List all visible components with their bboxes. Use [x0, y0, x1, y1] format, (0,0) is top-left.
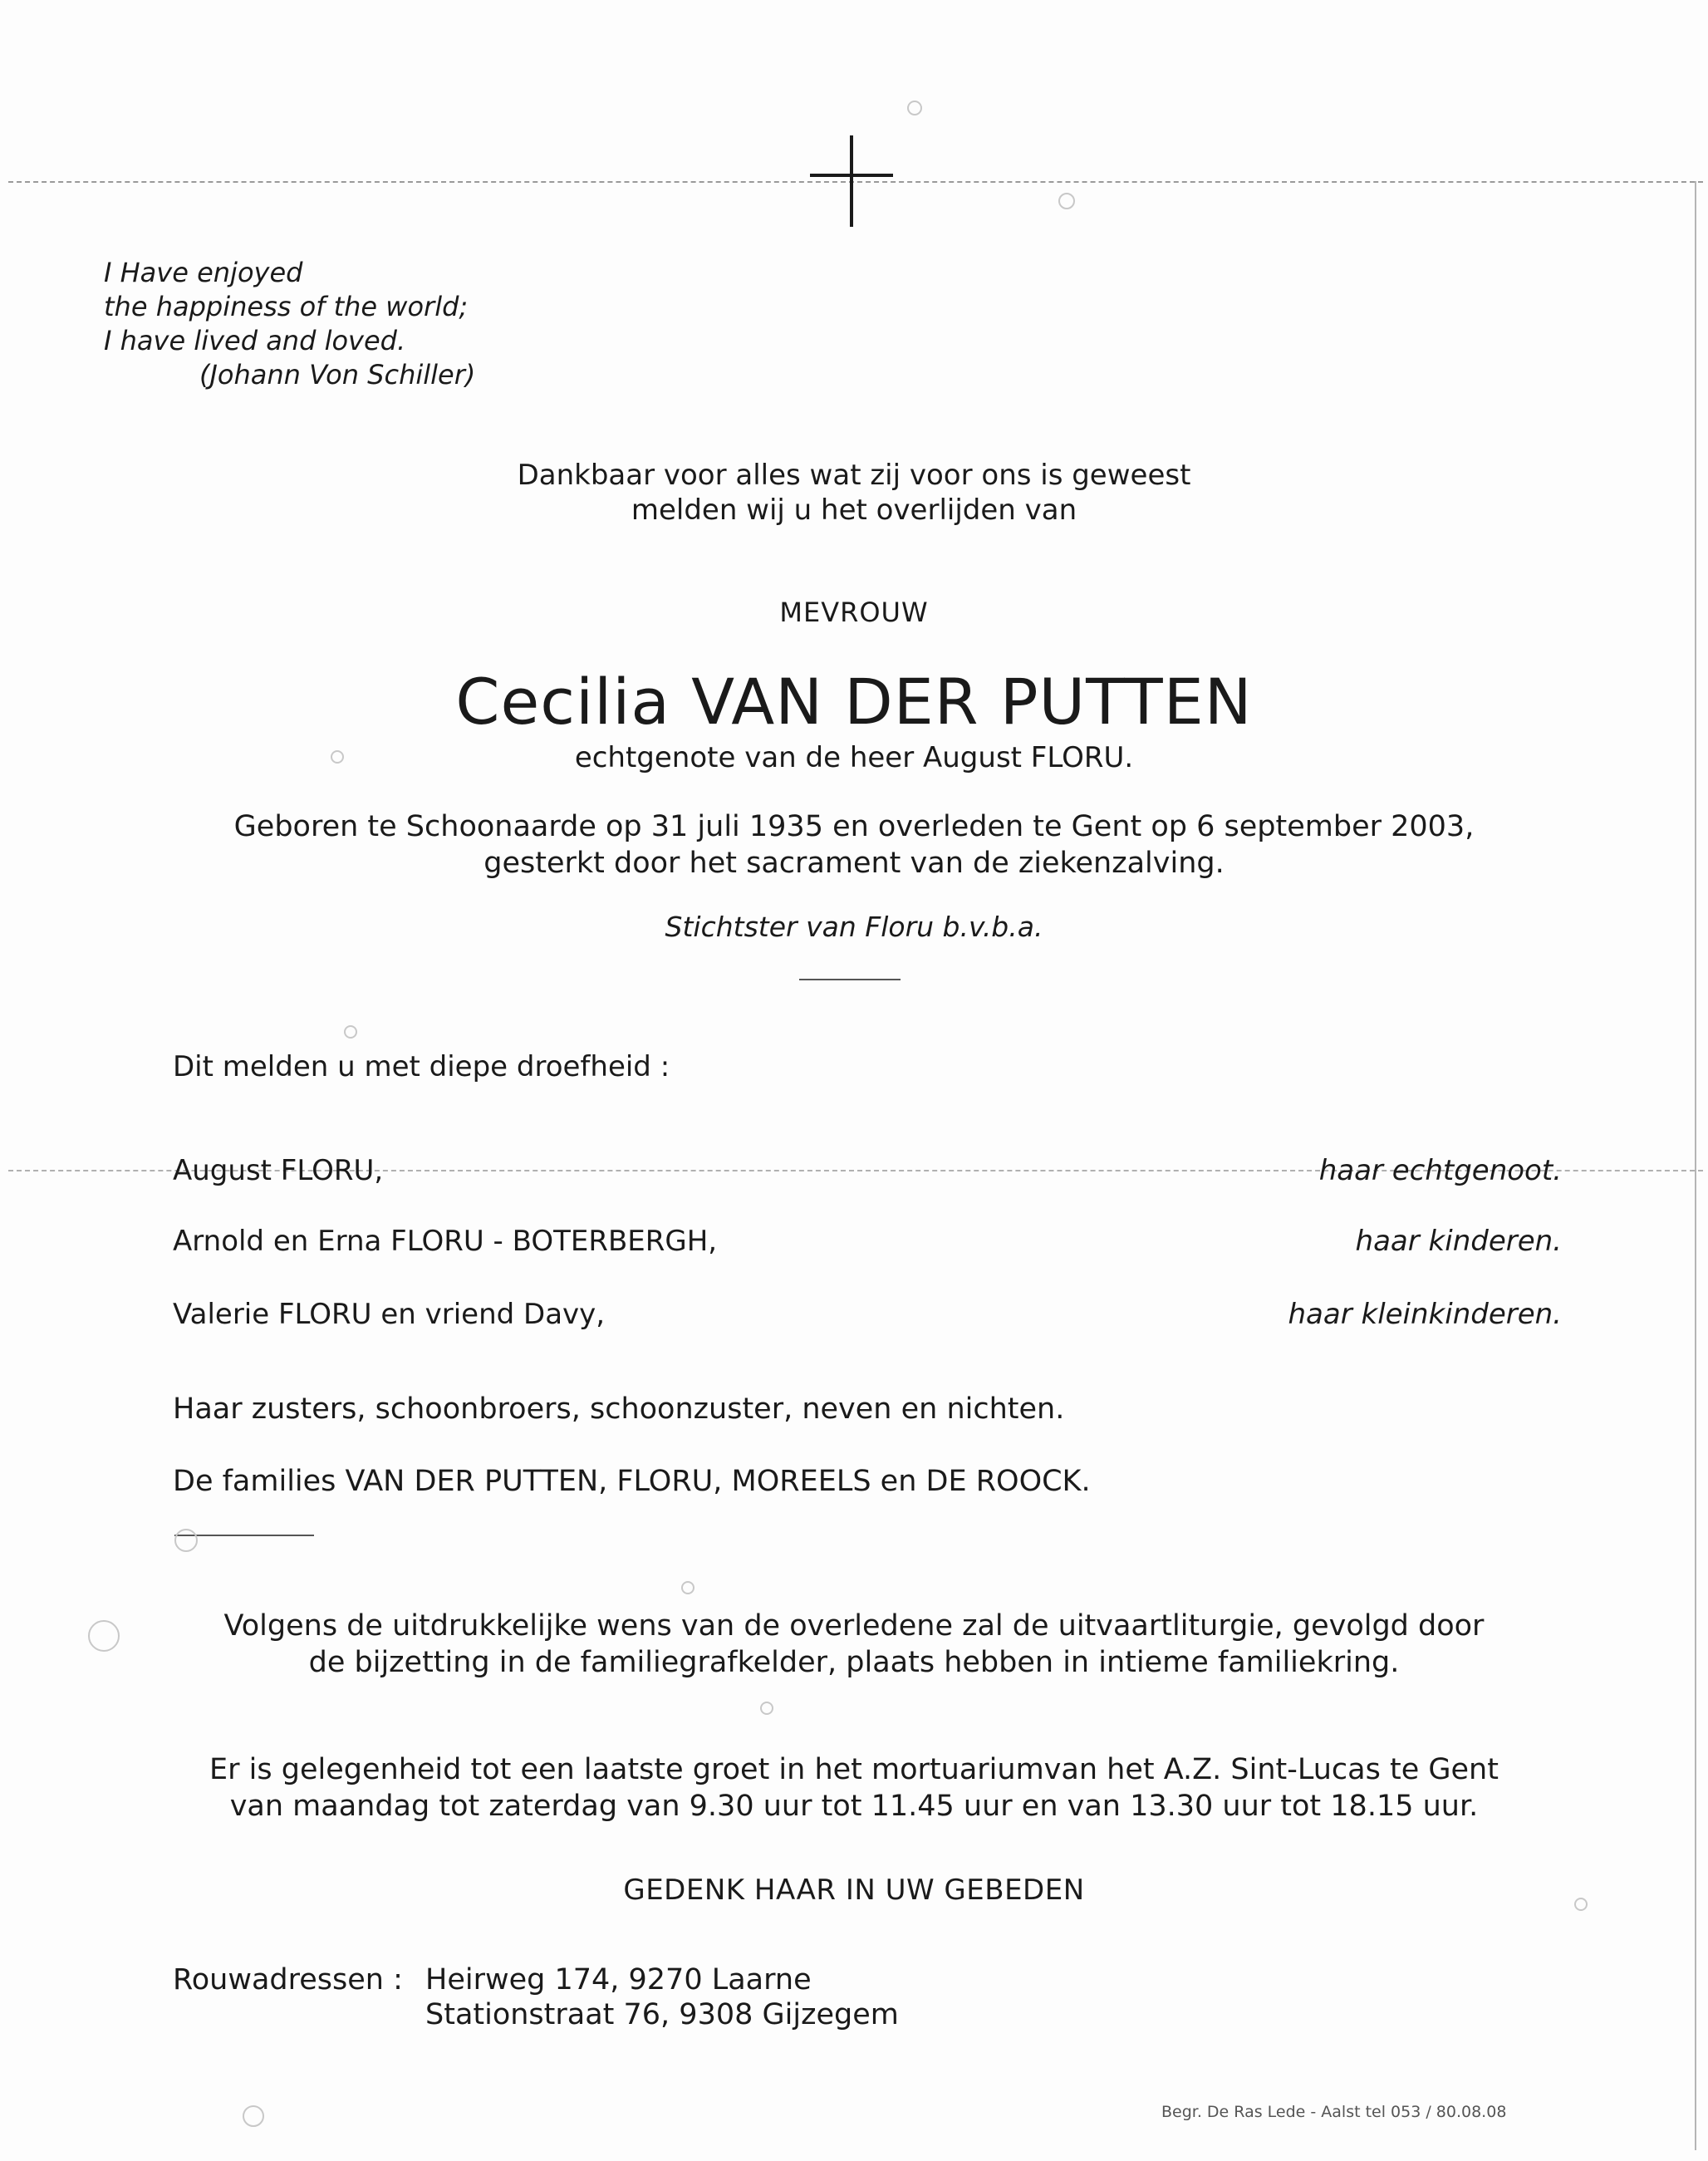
speck [174, 1529, 198, 1552]
printer-credit: Begr. De Ras Lede - Aalst tel 053 / 80.08.08 [1161, 2103, 1507, 2121]
speck [344, 1025, 357, 1039]
relatives-line: Haar zusters, schoonbroers, schoonzuster, neven en nichten. [173, 1392, 1065, 1426]
visitation-text [0, 1751, 1708, 1825]
poem-line: the happiness of the world; [104, 291, 469, 322]
intro-line: melden wij u het overlijden van [631, 494, 1077, 527]
intro-line: Dankbaar voor alles wat zij voor ons is geweest [517, 459, 1191, 492]
mourner-name: Valerie FLORU en vriend Davy, [173, 1298, 606, 1331]
speck [907, 101, 922, 115]
mourner-relation: haar echtgenoot. [1318, 1154, 1562, 1187]
poem-quote [104, 256, 475, 392]
intro-text [0, 458, 1708, 528]
announcement-lead: Dit melden u met diepe droefheid : [173, 1050, 670, 1083]
mourner-row [173, 1298, 1562, 1334]
poem-line: I Have enjoyed [104, 257, 303, 288]
families-line: De families VAN DER PUTTEN, FLORU, MOREELS en DE ROOCK. [173, 1465, 1091, 1498]
visitation-line: van maandag tot zaterdag van 9.30 uur tot 11.45 uur en van 13.30 uur tot 18.15 uur. [229, 1790, 1479, 1823]
mourner-row [173, 1225, 1562, 1261]
mourner-relation: haar kinderen. [1355, 1225, 1562, 1258]
cross-icon [810, 135, 893, 227]
speck [331, 750, 344, 764]
poem-line: I have lived and loved. [104, 325, 406, 356]
founder-line: Stichtster van Floru b.v.b.a. [665, 911, 1043, 943]
visitation-line: Er is gelegenheid tot een laatste groet in het mortuariumvan het A.Z. Sint-Lucas te Gent [209, 1753, 1499, 1786]
funeral-line: Volgens de uitdrukkelijke wens van de overledene zal de uitvaartliturgie, gevolgd door [223, 1609, 1485, 1643]
addresses-label: Rouwadressen : [173, 1963, 403, 1996]
poem-author: (Johann Von Schiller) [199, 359, 476, 390]
speck [681, 1581, 694, 1594]
prayer-line: GEDENK HAAR IN UW GEBEDEN [623, 1874, 1085, 1907]
funeral-text [0, 1608, 1708, 1681]
address: Stationstraat 76, 9308 Gijzegem [425, 1998, 899, 2031]
mourner-name: Arnold en Erna FLORU - BOTERBERGH, [173, 1225, 718, 1258]
speck [243, 2105, 264, 2127]
speck [88, 1620, 120, 1652]
funeral-line: de bijzetting in de familiegrafkelder, plaats hebben in intieme familiekring. [308, 1646, 1400, 1679]
mourner-name: August FLORU, [173, 1154, 384, 1187]
sacrament-line: gesterkt door het sacrament van de ziekenzalving. [483, 847, 1225, 880]
honorific: MEVROUW [779, 597, 929, 628]
mourner-row [173, 1154, 1562, 1191]
address: Heirweg 174, 9270 Laarne [425, 1963, 812, 1996]
mourner-relation: haar kleinkinderen. [1288, 1298, 1562, 1331]
speck [1058, 193, 1075, 209]
divider [799, 979, 901, 980]
speck [1574, 1898, 1588, 1911]
birth-death-text [0, 808, 1708, 882]
birth-death-line: Geboren te Schoonaarde op 31 juli 1935 en overleden te Gent op 6 september 2003, [233, 810, 1475, 843]
speck [760, 1702, 773, 1715]
deceased-name: Cecilia VAN DER PUTTEN [455, 665, 1253, 739]
spouse-line: echtgenote van de heer August FLORU. [574, 741, 1134, 774]
